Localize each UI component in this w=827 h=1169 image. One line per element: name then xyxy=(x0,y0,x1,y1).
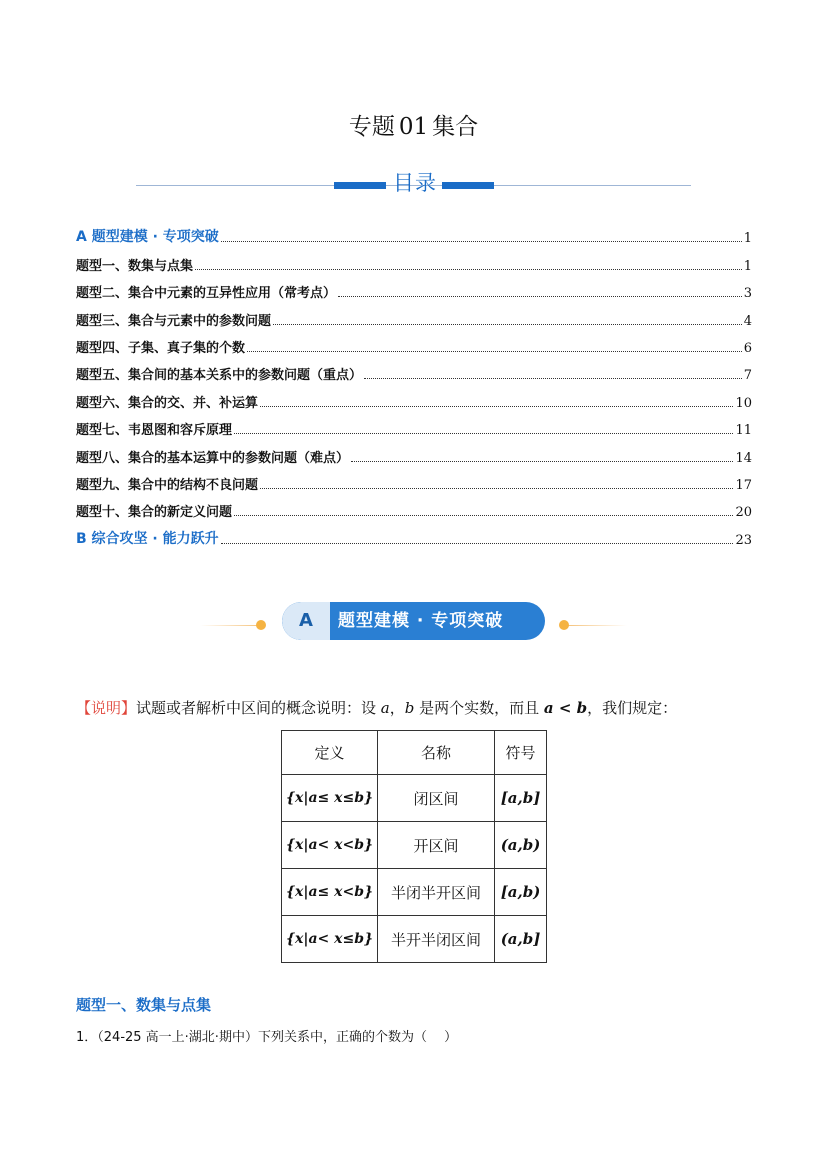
cell-name: 闭区间 xyxy=(378,775,495,822)
toc-dot-leader xyxy=(338,296,742,297)
toc-entry-title: 题型八、集合的基本运算中的参数问题（难点） xyxy=(76,450,350,466)
section-heading: 题型一、数集与点集 xyxy=(76,996,212,1014)
section-banner xyxy=(282,602,545,640)
cell-symbol: (a,b) xyxy=(495,822,547,869)
table-header-row xyxy=(282,731,547,775)
toc-entry-page: 3 xyxy=(743,286,752,302)
toc-entry-page: 4 xyxy=(743,313,752,329)
toc-dot-leader xyxy=(364,378,742,379)
toc-label: 目录 xyxy=(393,171,437,195)
toc-entry[interactable] xyxy=(76,329,752,356)
toc-entry-title: A 题型建模 · 专项突破 xyxy=(76,229,219,246)
toc-entry-title: 题型六、集合的交、并、补运算 xyxy=(76,395,259,411)
cell-definition: {x|a< x<b} xyxy=(282,822,378,869)
toc-entry-title: 题型三、集合与元素中的参数问题 xyxy=(76,313,272,329)
toc-dot-leader xyxy=(234,433,733,434)
toc-bar-left xyxy=(334,182,386,189)
toc-entry-page: 1 xyxy=(743,258,752,274)
toc-entry-title: 题型二、集合中元素的互异性应用（常考点） xyxy=(76,286,337,302)
cell-name: 半开半闭区间 xyxy=(378,916,495,963)
toc-dot-leader xyxy=(351,461,733,462)
toc-dot-leader xyxy=(234,515,733,516)
toc-entry[interactable] xyxy=(76,438,752,465)
toc-entry[interactable] xyxy=(76,411,752,438)
toc-entry[interactable] xyxy=(76,246,752,273)
note-var-a: a xyxy=(380,699,390,717)
table-row xyxy=(282,869,547,916)
banner-dot-right xyxy=(559,620,569,630)
toc-entry[interactable] xyxy=(76,520,752,547)
toc-entry-page: 20 xyxy=(735,505,752,521)
toc-entry-title: 题型五、集合间的基本关系中的参数问题（重点） xyxy=(76,368,363,384)
toc-dot-leader xyxy=(260,406,733,407)
toc-entry[interactable] xyxy=(76,466,752,493)
toc-entry-page: 1 xyxy=(743,231,752,247)
table-row xyxy=(282,775,547,822)
toc-entry-title: 题型四、子集、真子集的个数 xyxy=(76,340,246,356)
question-1: 1．（24-25 高一上·湖北·期中）下列关系中，正确的个数为（ ） xyxy=(76,1030,458,1045)
toc-entry-page: 17 xyxy=(735,477,752,493)
toc-dot-leader xyxy=(273,324,742,325)
toc-entry[interactable] xyxy=(76,219,752,246)
note-tag: 【说明】 xyxy=(76,699,137,717)
toc-entry-page: 7 xyxy=(743,368,752,384)
toc-entry[interactable] xyxy=(76,356,752,383)
page-title xyxy=(0,108,827,141)
interval-table xyxy=(281,730,547,963)
toc-dot-leader xyxy=(195,269,742,270)
header-name: 名称 xyxy=(378,731,495,775)
table-row xyxy=(282,916,547,963)
banner-line-right xyxy=(567,625,627,626)
title-prefix: 专题 xyxy=(348,114,395,140)
toc-entry-title: 题型一、数集与点集 xyxy=(76,258,194,274)
banner-dot-left xyxy=(256,620,266,630)
toc-dot-leader xyxy=(260,488,733,489)
banner-text: 题型建模 · 专项突破 xyxy=(338,611,504,631)
note-text-3: ，我们规定： xyxy=(587,699,678,717)
toc-dot-leader xyxy=(221,241,742,242)
cell-definition: {x|a≤ x≤b} xyxy=(282,775,378,822)
toc-entry-page: 14 xyxy=(735,450,752,466)
note-paragraph xyxy=(76,697,677,718)
note-text-2: 是两个实数，而且 xyxy=(414,699,544,717)
toc-entry-title: 题型七、韦恩图和容斥原理 xyxy=(76,423,233,439)
table-of-contents xyxy=(76,219,752,548)
title-name: 集合 xyxy=(432,114,479,140)
toc-entry-page: 10 xyxy=(735,395,752,411)
table-row xyxy=(282,822,547,869)
cell-symbol: [a,b) xyxy=(495,869,547,916)
toc-dot-leader xyxy=(247,351,742,352)
toc-entry[interactable] xyxy=(76,383,752,410)
toc-bar-right xyxy=(442,182,494,189)
toc-entry-page: 23 xyxy=(735,532,752,548)
banner-line-left xyxy=(200,625,260,626)
banner-letter: A xyxy=(282,602,330,640)
cell-definition: {x|a< x≤b} xyxy=(282,916,378,963)
toc-entry[interactable] xyxy=(76,274,752,301)
toc-dot-leader xyxy=(221,543,734,544)
header-symbol: 符号 xyxy=(495,731,547,775)
note-condition: a < b xyxy=(543,699,588,717)
note-sep: ， xyxy=(389,699,405,717)
toc-entry[interactable] xyxy=(76,301,752,328)
toc-entry-page: 11 xyxy=(735,423,752,439)
toc-entry-page: 6 xyxy=(743,340,752,356)
header-definition: 定义 xyxy=(282,731,378,775)
note-text-1: 试题或者解析中区间的概念说明：设 xyxy=(136,699,381,717)
cell-symbol: [a,b] xyxy=(495,775,547,822)
toc-entry[interactable] xyxy=(76,493,752,520)
note-var-b: b xyxy=(404,699,415,717)
cell-symbol: (a,b] xyxy=(495,916,547,963)
cell-name: 半闭半开区间 xyxy=(378,869,495,916)
toc-entry-title: 题型九、集合中的结构不良问题 xyxy=(76,477,259,493)
toc-entry-title: B 综合攻坚 · 能力跃升 xyxy=(76,530,219,547)
title-number: 01 xyxy=(398,114,429,140)
toc-entry-title: 题型十、集合的新定义问题 xyxy=(76,505,233,521)
cell-definition: {x|a≤ x<b} xyxy=(282,869,378,916)
cell-name: 开区间 xyxy=(378,822,495,869)
